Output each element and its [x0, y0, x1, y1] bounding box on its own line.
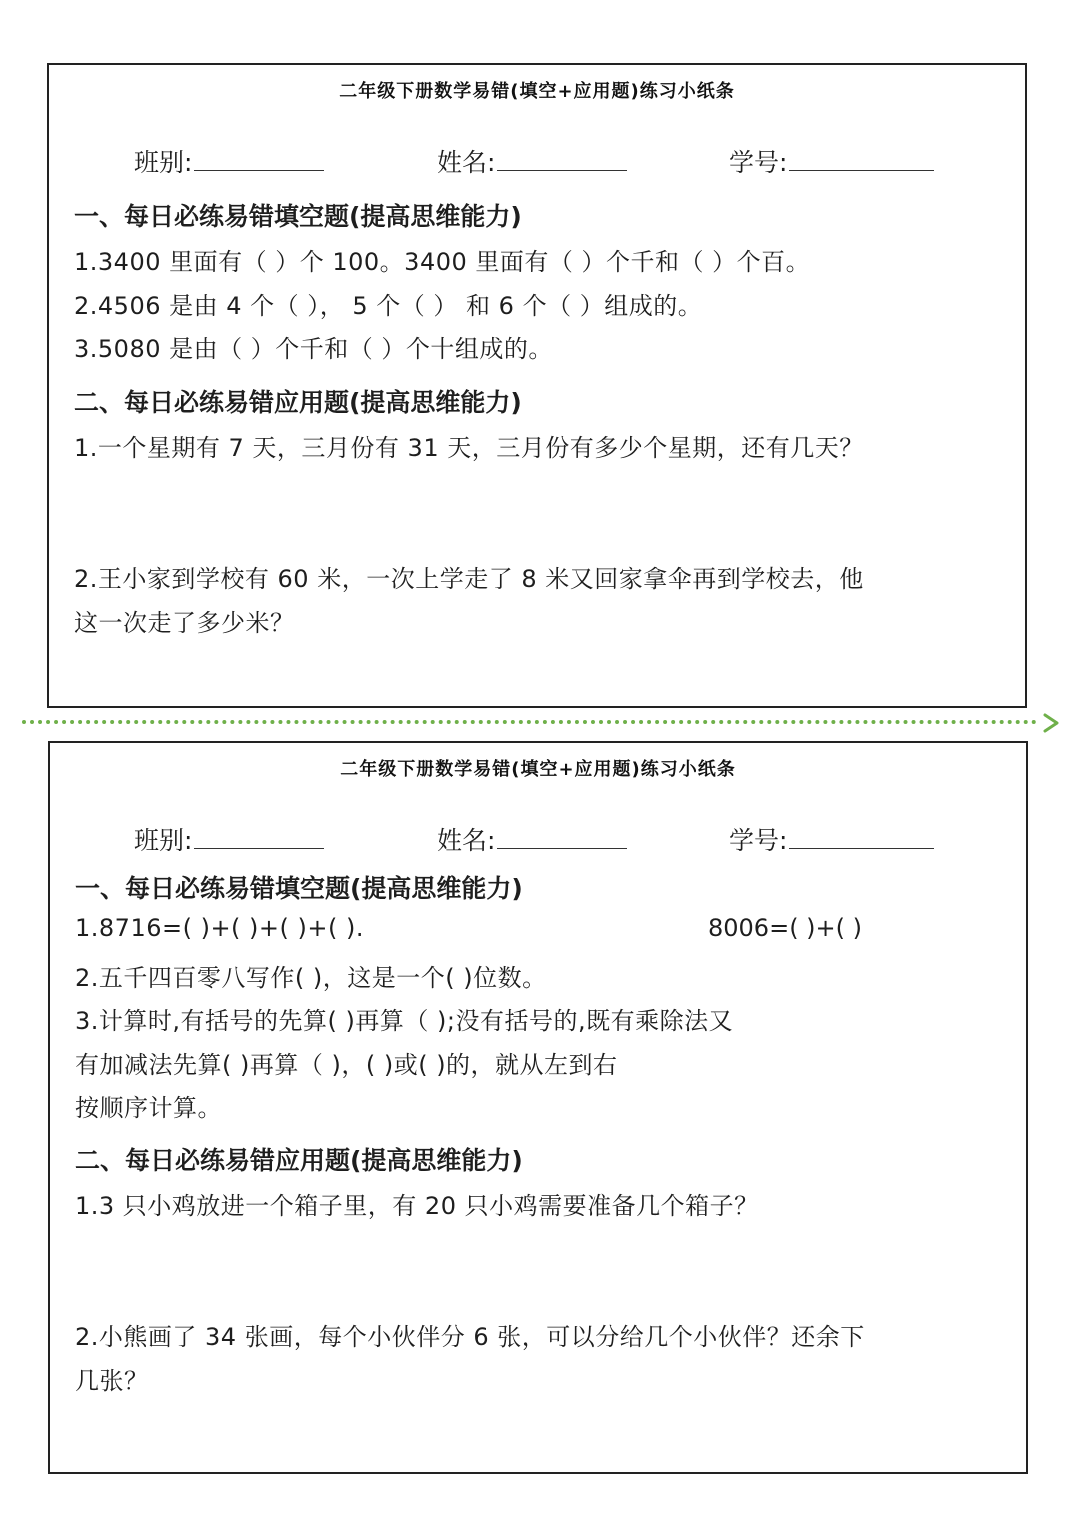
class-blank[interactable]	[194, 148, 324, 171]
class-label: 班别:	[134, 148, 193, 177]
slip-title: 二年级下册数学易错(填空+应用题)练习小纸条	[339, 81, 735, 102]
practice-slip-1	[47, 63, 1027, 708]
id-label: 学号:	[729, 826, 788, 855]
fill-question-3: 3.5080 是由（ ）个千和（ ）个十组成的。	[74, 335, 553, 363]
name-blank[interactable]	[497, 826, 627, 849]
class-label: 班别:	[134, 826, 193, 855]
word-problem-2-cont: 几张？	[75, 1367, 149, 1395]
word-problem-2: 2.王小家到学校有 60 米，一次上学走了 8 米又回家拿伞再到学校去，他	[74, 565, 864, 593]
student-info-row	[49, 143, 1025, 183]
arrow-right-icon	[1041, 712, 1063, 734]
word-problem-section-title: 二、每日必练易错应用题(提高思维能力)	[74, 388, 522, 417]
fill-blank-section-title: 一、每日必练易错填空题(提高思维能力)	[75, 874, 523, 903]
student-info-row	[50, 821, 1026, 861]
dotted-divider	[22, 720, 1037, 724]
fill-question-3-end: 按顺序计算。	[75, 1094, 222, 1122]
id-blank[interactable]	[789, 148, 934, 171]
fill-question-1: 1.3400 里面有（ ）个 100。3400 里面有（ ）个千和（ ）个百。	[74, 248, 811, 276]
word-problem-2: 2.小熊画了 34 张画，每个小伙伴分 6 张，可以分给几个小伙伴？还余下	[75, 1323, 865, 1351]
name-field[interactable]	[437, 143, 627, 179]
word-problem-1: 1.一个星期有 7 天，三月份有 31 天，三月份有多少个星期，还有几天？	[74, 434, 864, 462]
id-label: 学号:	[729, 148, 788, 177]
name-label: 姓名:	[437, 826, 496, 855]
fill-blank-section-title: 一、每日必练易错填空题(提高思维能力)	[74, 202, 522, 231]
name-field[interactable]	[437, 821, 627, 857]
student-id-field[interactable]	[729, 821, 934, 857]
fill-question-3: 3.计算时,有括号的先算( )再算（ );没有括号的,既有乘除法又	[75, 1007, 734, 1035]
fill-question-1-right: 8006=( )+( )	[708, 914, 863, 942]
fill-question-1: 1.8716=( )+( )+( )+( ).	[75, 914, 364, 942]
name-label: 姓名:	[437, 148, 496, 177]
student-id-field[interactable]	[729, 143, 934, 179]
fill-question-3-cont: 有加减法先算( )再算（ )，( )或( )的，就从左到右	[75, 1051, 618, 1079]
word-problem-1: 1.3 只小鸡放进一个箱子里，有 20 只小鸡需要准备几个箱子？	[75, 1192, 759, 1220]
name-blank[interactable]	[497, 148, 627, 171]
id-blank[interactable]	[789, 826, 934, 849]
fill-question-2: 2.五千四百零八写作( )，这是一个( )位数。	[75, 964, 547, 992]
class-field[interactable]	[134, 143, 324, 179]
word-problem-2-cont: 这一次走了多少米？	[74, 609, 295, 637]
fill-question-2: 2.4506 是由 4 个（ ）， 5 个（ ） 和 6 个（ ）组成的。	[74, 292, 703, 320]
word-problem-section-title: 二、每日必练易错应用题(提高思维能力)	[75, 1146, 523, 1175]
class-blank[interactable]	[194, 826, 324, 849]
class-field[interactable]	[134, 821, 324, 857]
slip-title: 二年级下册数学易错(填空+应用题)练习小纸条	[340, 759, 736, 780]
practice-slip-2	[48, 741, 1028, 1474]
